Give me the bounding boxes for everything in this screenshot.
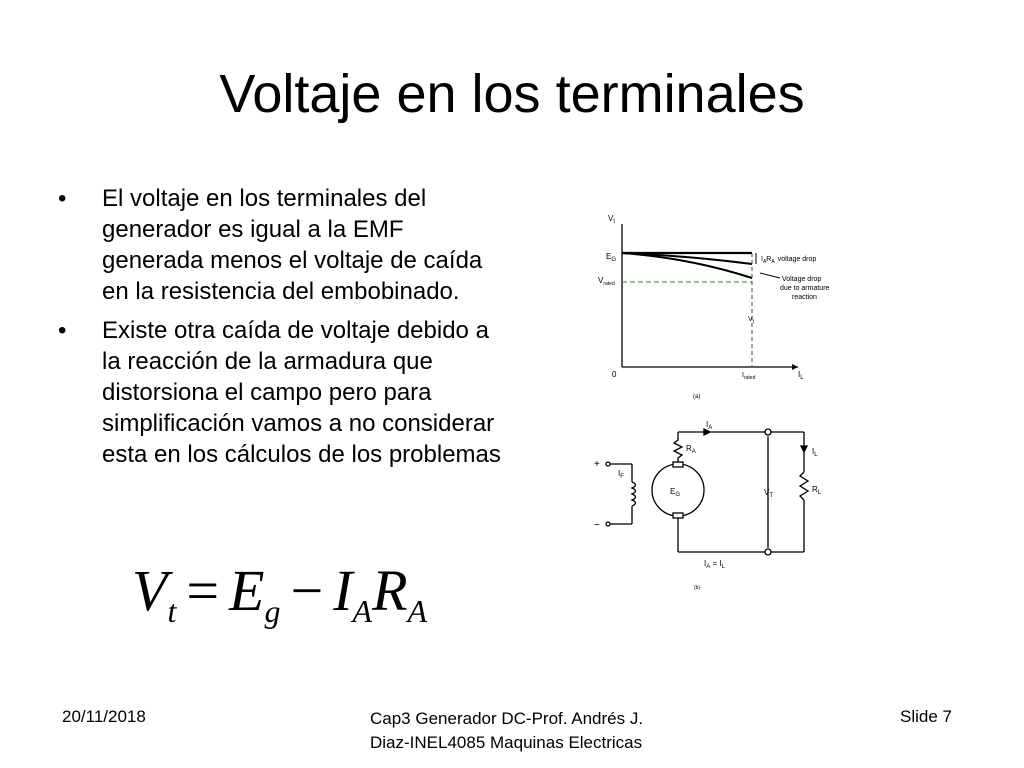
il-arrow <box>801 446 807 452</box>
ra-label: $R_A$ <box>686 444 696 455</box>
bullet-item <box>58 315 508 470</box>
reaction-annotation-3: reaction <box>792 294 817 301</box>
formula-minus: − <box>290 558 324 623</box>
iara-annotation: $I_AR_A$ voltage drop <box>761 256 817 265</box>
formula-ra-var: R <box>372 558 408 623</box>
footer-date: 20/11/2018 <box>62 707 146 726</box>
circuit-caption: (b) <box>694 585 701 591</box>
vrated-label: $V_{rated}$ <box>598 276 615 287</box>
footer-course-line-1: Cap3 Generador DC-Prof. Andrés J. <box>370 709 644 728</box>
irated-label: $I_{rated}$ <box>742 372 756 381</box>
eg-label: $E_G$ <box>606 252 617 263</box>
formula-eg-var: E <box>229 558 265 623</box>
field-terminal-minus <box>606 522 610 526</box>
eg-circuit-label: $E_G$ <box>670 487 681 498</box>
formula-ia-sub: A <box>352 593 373 629</box>
slide-title: Voltaje en los terminales <box>219 64 805 124</box>
footer-course-line-2: Diaz-INEL4085 Maquinas Electricas <box>370 733 643 752</box>
formula-vt-var: V <box>132 558 168 623</box>
brush-bottom <box>673 513 683 518</box>
bullet-list <box>58 183 508 478</box>
circuit-labels <box>594 420 822 591</box>
reaction-annotation-1: Voltage drop <box>782 276 822 283</box>
bullet-marker: • <box>58 317 67 344</box>
formula-eg-sub: g <box>264 593 281 629</box>
if-label: $I_F$ <box>618 469 624 480</box>
graph-caption: (a) <box>693 394 701 400</box>
rl-resistor <box>800 472 808 500</box>
bottom-current-label: $I_A = I_L$ <box>704 559 725 570</box>
terminal-voltage-formula <box>132 556 427 646</box>
ia-label: $I_A$ <box>706 420 713 431</box>
brush-top <box>673 462 683 467</box>
generator-circuit <box>606 429 808 555</box>
bullet-text: El voltaje en los terminales del generador es igual a la EMF generada menos el voltaje de caída en la resistencia del embobinado. <box>102 185 483 305</box>
x-axis-label: $I_L$ <box>798 370 804 381</box>
vt-label: $V_t$ <box>748 316 755 325</box>
formula-vt-sub: t <box>167 593 177 629</box>
minus-label: − <box>594 520 600 531</box>
reaction-annotation-2: due to armature <box>780 285 830 292</box>
bullet-text: Existe otra caída de voltaje debido a la reacción de la armadura que distorsiona el campo pero para simplificación vamos a no considerar esta en los cálculos de los problemas <box>102 317 501 468</box>
plus-label: + <box>594 459 600 470</box>
origin-label: 0 <box>612 370 617 379</box>
footer-slide-number: Slide 7 <box>900 707 952 726</box>
terminal-bottom <box>765 549 771 555</box>
formula-equals: = <box>186 558 220 623</box>
bullet-item <box>58 183 508 307</box>
il-label: $I_L$ <box>812 447 818 458</box>
formula-ia-var: I <box>333 558 353 623</box>
terminal-top <box>765 429 771 435</box>
y-axis-label: $V_t$ <box>608 214 616 225</box>
generator-figure <box>580 200 900 600</box>
generator-armature-icon <box>652 464 704 516</box>
bullet-marker: • <box>58 185 67 212</box>
vt-circuit-label: $V_T$ <box>764 488 774 499</box>
field-coil-icon <box>632 482 636 506</box>
formula-ra-sub: A <box>407 593 428 629</box>
terminal-characteristic-graph <box>598 214 830 400</box>
field-terminal-plus <box>606 462 610 466</box>
ra-resistor <box>674 432 682 464</box>
rl-label: $R_L$ <box>812 485 822 496</box>
reaction-arrow <box>760 273 780 278</box>
footer-course-info <box>370 707 710 755</box>
